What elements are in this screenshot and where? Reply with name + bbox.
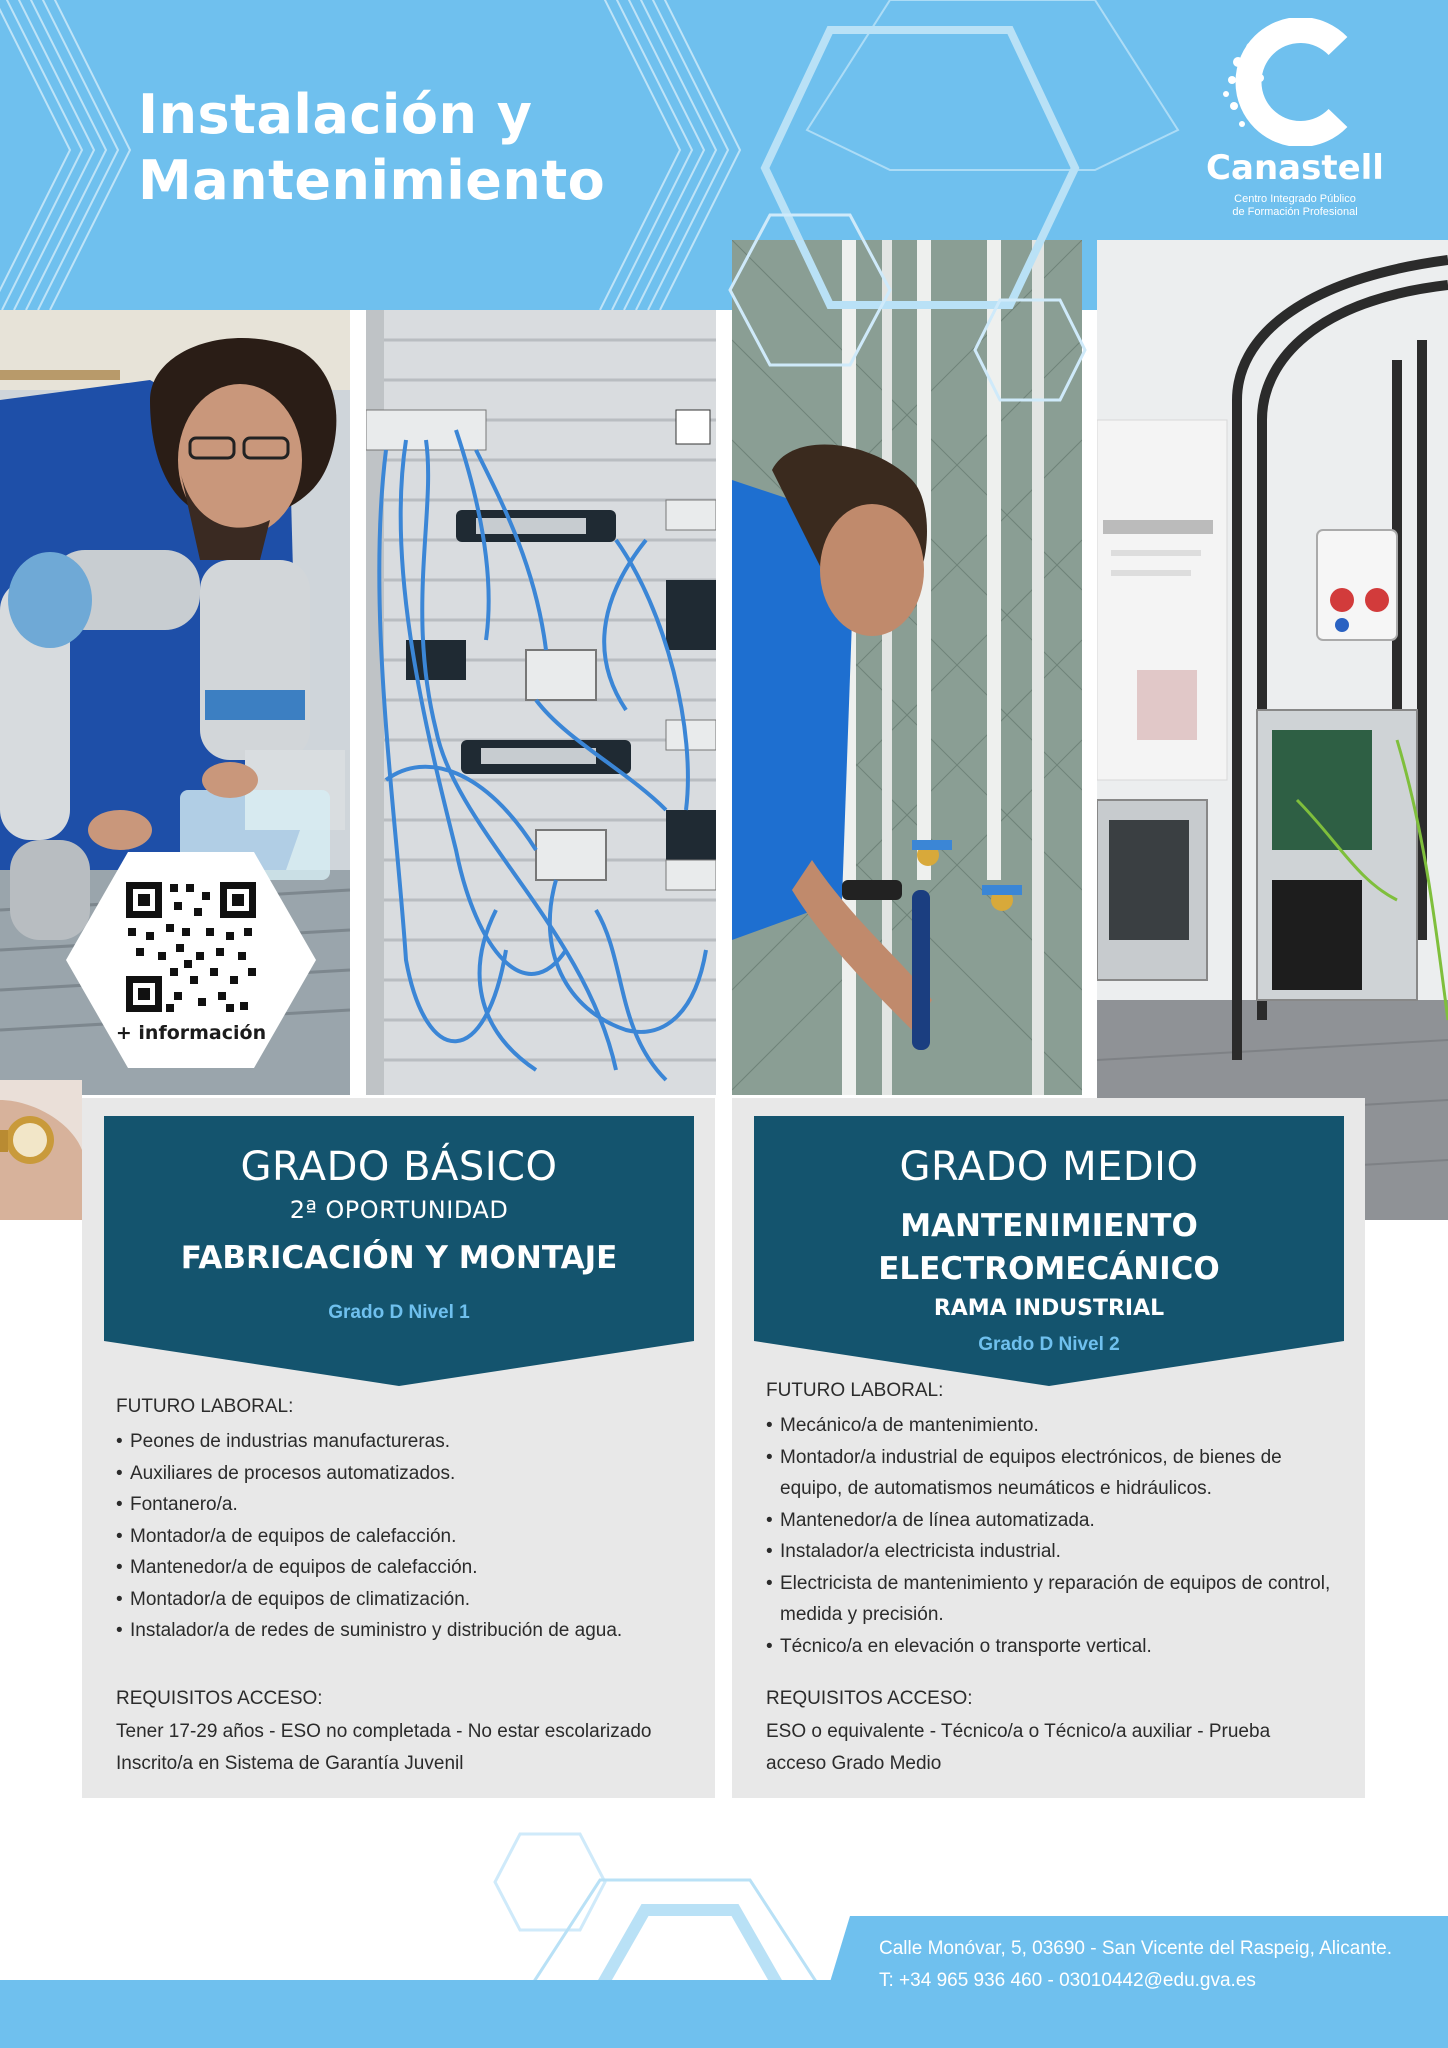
photo-hvac-lab bbox=[1097, 240, 1448, 1220]
grade-label: Grado D Nivel 2 bbox=[978, 1334, 1120, 1355]
level-title: GRADO MEDIO bbox=[899, 1144, 1199, 1190]
banner-grado-medio bbox=[754, 1116, 1344, 1386]
title-line-2: Mantenimiento bbox=[138, 149, 606, 212]
qr-label[interactable]: + información bbox=[115, 1022, 267, 1044]
footer-address: Calle Monóvar, 5, 03690 - San Vicente del Raspeig, Alicante. bbox=[879, 1938, 1392, 1959]
futuro-laboral-title: FUTURO LABORAL: bbox=[116, 1396, 294, 1417]
logo-subtitle-1: Centro Integrado Público bbox=[1234, 193, 1356, 205]
requisitos-line-2: Inscrito/a en Sistema de Garantía Juvenil bbox=[116, 1753, 464, 1774]
list-item: • Mantenedor/a de línea automatizada. bbox=[766, 1505, 1346, 1537]
logo-name: Canastell bbox=[1206, 148, 1384, 188]
list-item: • Montador/a de equipos de calefacción. bbox=[116, 1521, 696, 1553]
list-item: • Instalador/a de redes de suministro y distribución de agua. bbox=[116, 1615, 696, 1647]
level-title: GRADO BÁSICO bbox=[240, 1144, 558, 1190]
qr-code-badge[interactable] bbox=[66, 852, 316, 1068]
list-item: • Mantenedor/a de equipos de calefacción. bbox=[116, 1552, 696, 1584]
logo-c-icon bbox=[1220, 18, 1370, 146]
footer-contact[interactable]: T: +34 965 936 460 - 03010442@edu.gva.es bbox=[879, 1970, 1256, 1991]
photo-plumber bbox=[732, 240, 1082, 1095]
photo-pneumatic-board bbox=[366, 310, 716, 1095]
card-grado-basico bbox=[82, 1098, 715, 1798]
title-line-1: Instalación y bbox=[138, 83, 533, 146]
futuro-laboral-list bbox=[116, 1426, 696, 1647]
list-item: • Fontanero/a. bbox=[116, 1489, 696, 1521]
list-item: • Montador/a de equipos de climatización. bbox=[116, 1584, 696, 1616]
list-item: • Electricista de mantenimiento y reparación de equipos de control, medida y precisión. bbox=[766, 1568, 1346, 1631]
photo-wrist-watch bbox=[0, 1080, 82, 1220]
requisitos-title: REQUISITOS ACCESO: bbox=[116, 1688, 323, 1709]
rama-label: RAMA INDUSTRIAL bbox=[933, 1296, 1165, 1321]
list-item: • Instalador/a electricista industrial. bbox=[766, 1536, 1346, 1568]
logo-subtitle-2: de Formación Profesional bbox=[1232, 206, 1358, 218]
course-name-line-1: MANTENIMIENTO bbox=[900, 1208, 1198, 1244]
requisitos-title: REQUISITOS ACCESO: bbox=[766, 1688, 973, 1709]
banner-grado-basico bbox=[104, 1116, 694, 1386]
canastell-logo bbox=[1190, 18, 1400, 228]
page-title bbox=[138, 82, 605, 214]
list-item: • Mecánico/a de mantenimiento. bbox=[766, 1410, 1346, 1442]
futuro-laboral-title: FUTURO LABORAL: bbox=[766, 1380, 944, 1401]
oportunidad-label: 2ª OPORTUNIDAD bbox=[289, 1196, 509, 1224]
requisitos-line-2: acceso Grado Medio bbox=[766, 1753, 942, 1774]
list-item: • Peones de industrias manufactureras. bbox=[116, 1426, 696, 1458]
course-name: FABRICACIÓN Y MONTAJE bbox=[180, 1240, 618, 1276]
list-item: • Auxiliares de procesos automatizados. bbox=[116, 1458, 696, 1490]
grade-label: Grado D Nivel 1 bbox=[328, 1302, 470, 1323]
list-item: • Montador/a industrial de equipos electrónicos, de bienes de equipo, de automatismos neumáticos e hidráulicos. bbox=[766, 1442, 1346, 1505]
card-grado-medio bbox=[732, 1098, 1365, 1798]
course-name-line-2: ELECTROMECÁNICO bbox=[878, 1251, 1220, 1287]
requisitos-line-1: ESO o equivalente - Técnico/a o Técnico/a auxiliar - Prueba bbox=[766, 1721, 1271, 1742]
requisitos-line-1: Tener 17-29 años - ESO no completada - No estar escolarizado bbox=[116, 1721, 652, 1742]
list-item: • Técnico/a en elevación o transporte vertical. bbox=[766, 1631, 1346, 1663]
futuro-laboral-list bbox=[766, 1410, 1346, 1662]
